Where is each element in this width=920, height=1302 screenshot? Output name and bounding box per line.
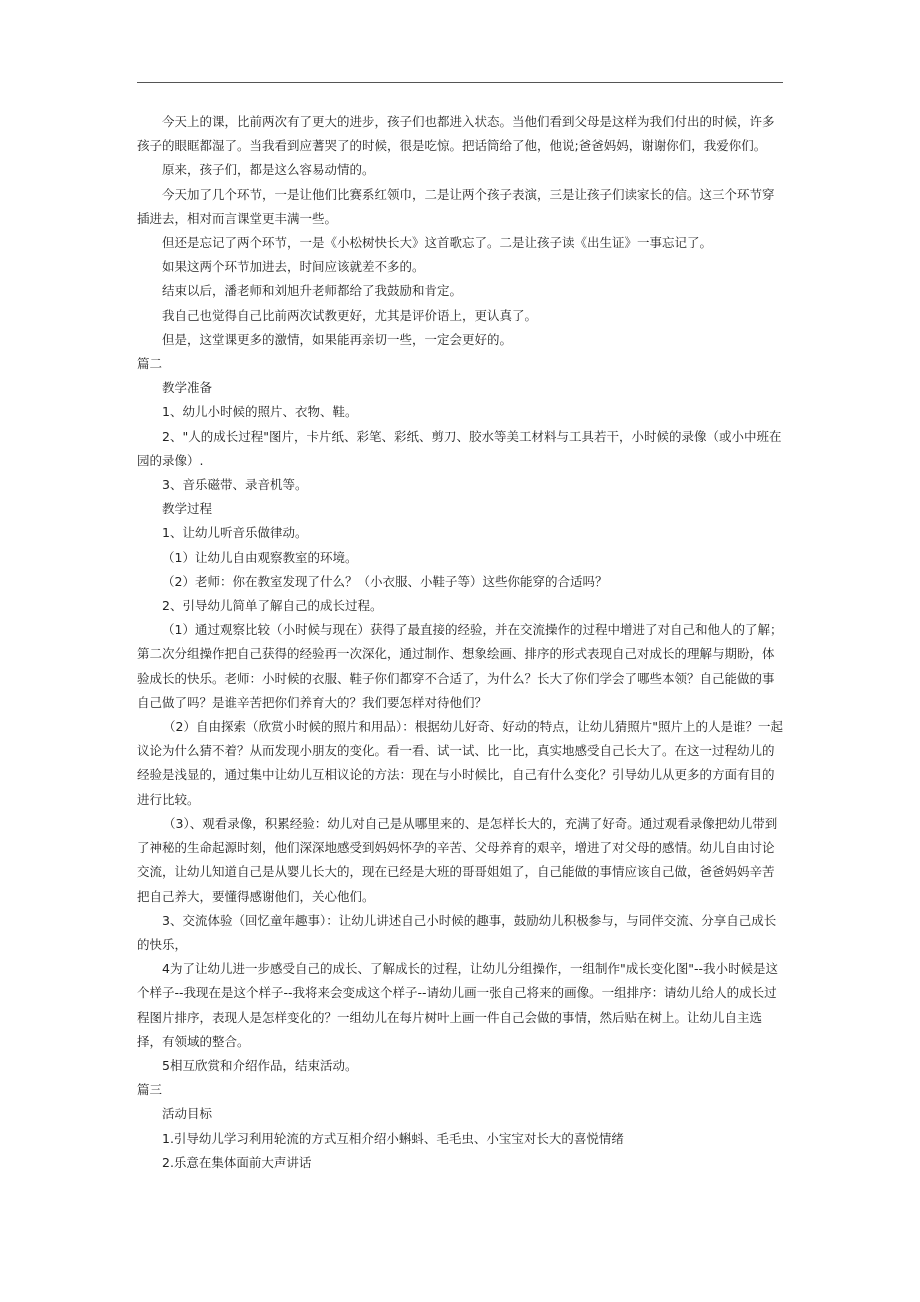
paragraph: 3、交流体验（回忆童年趣事）：让幼儿讲述自己小时候的趣事，鼓励幼儿积极参与，与同伴交流、分享自己成长的快乐， [137, 912, 777, 952]
paragraph: 活动目标 [162, 1106, 213, 1122]
paragraph: 但还是忘记了两个环节，一是《小松树快长大》这首歌忘了。二是让孩子读《出生证》一事忘记了。 [162, 235, 713, 251]
paragraph: 1.引导幼儿学习利用轮流的方式互相介绍小蝌蚪、毛毛虫、小宝宝对长大的喜悦情绪 [162, 1130, 624, 1146]
paragraph: 今天上的课，比前两次有了更大的进步，孩子们也都进入状态。当他们看到父母是这样为我们付出的时候，许多孩子的眼眶都湿了。当我看到应蓍哭了的时候，很是吃惊。把话筒给了他，他说;爸爸妈妈，谢谢你们，我爱你们。 [137, 114, 775, 154]
paragraph: 1、让幼儿听音乐做律动。 [162, 525, 308, 541]
paragraph: 但是，这堂课更多的激情，如果能再亲切一些，一定会更好的。 [162, 331, 513, 347]
paragraph: 2.乐意在集体面前大声讲话 [162, 1154, 312, 1170]
paragraph: 教学过程 [162, 501, 213, 517]
paragraph: 原来，孩子们，都是这么容易动情的。 [162, 162, 375, 178]
paragraph: 结束以后，潘老师和刘旭升老师都给了我鼓励和肯定。 [162, 283, 463, 299]
paragraph: 3、音乐磁带、录音机等。 [162, 477, 308, 493]
document-body [137, 110, 783, 1175]
paragraph: 2、"人的成长过程"图片，卡片纸、彩笔、彩纸、剪刀、胶水等美工材料与工具若干，小时候的录像（或小中班在园的录像）. [137, 428, 782, 468]
header-rule [137, 82, 783, 83]
paragraph: 今天加了几个环节，一是让他们比赛系红领巾，二是让两个孩子表演，三是让孩子们读家长的信。这三个环节穿插进去，相对而言课堂更丰满一些。 [137, 186, 775, 226]
paragraph: （1）让幼儿自由观察教室的环境。 [162, 549, 358, 565]
section-heading: 篇二 [137, 356, 163, 372]
paragraph: 1、幼儿小时候的照片、衣物、鞋。 [162, 404, 358, 420]
paragraph: 教学准备 [162, 380, 213, 396]
paragraph: 如果这两个环节加进去，时间应该就差不多的。 [162, 259, 425, 275]
paragraph: （1）通过观察比较（小时候与现在）获得了最直接的经验，并在交流操作的过程中增进了对自己和他人的了解；第二次分组操作把自己获得的经验再一次深化，通过制作、想象绘画、排序的形式表现自己对成长的理解与期盼，体验成长的快乐。老师：小时候的衣服、鞋子你们都穿不合适了，为什么？长大了你们学会了哪些本领？自己能做的事自己做了吗？是谁辛苦把你们养育大的？我们要怎样对待他们？ [137, 622, 783, 710]
paragraph: （2）老师：你在教室发现了什么？（小衣服、小鞋子等）这些你能穿的合适吗？ [162, 573, 608, 589]
paragraph: 我自己也觉得自己比前两次试教更好，尤其是评价语上，更认真了。 [162, 307, 538, 323]
paragraph: 2、引导幼儿简单了解自己的成长过程。 [162, 598, 383, 614]
section-heading: 篇三 [137, 1082, 163, 1098]
paragraph: 5相互欣赏和介绍作品，结束活动。 [162, 1057, 358, 1073]
paragraph: （3）、观看录像，积累经验：幼儿对自己是从哪里来的、是怎样长大的，充满了好奇。通过观看录像把幼儿带到了神秘的生命起源时刻，他们深深地感受到妈妈怀孕的辛苦、父母养育的艰辛，增进了对父母的感情。幼儿自由讨论交流，让幼儿知道自己是从婴儿长大的，现在已经是大班的哥哥姐姐了，自己能做的事情应该自己做，爸爸妈妈辛苦把自己养大，要懂得感谢他们，关心他们。 [137, 815, 778, 904]
paragraph: （2）自由探索（欣赏小时候的照片和用品）：根据幼儿好奇、好动的特点，让幼儿猜照片"照片上的人是谁？一起议论为什么猜不着？从而发现小朋友的变化。看一看、试一试、比一比，真实地感受自己长大了。在这一过程幼儿的经验是浅显的，通过集中让幼儿互相议论的方法：现在与小时候比，自己有什么变化？引导幼儿从更多的方面有目的进行比较。 [137, 719, 783, 807]
paragraph: 4为了让幼儿进一步感受自己的成长、了解成长的过程，让幼儿分组操作，一组制作"成长变化图"--我小时候是这个样子--我现在是这个样子--我将来会变成这个样子--请幼儿画一张自己将来的画像。一组排序：请幼儿给人的成长过程图片排序，表现人是怎样变化的？一组幼儿在每片树叶上画一件自己会做的事情，然后贴在树上。让幼儿自主选择，有领域的整合。 [137, 961, 778, 1049]
